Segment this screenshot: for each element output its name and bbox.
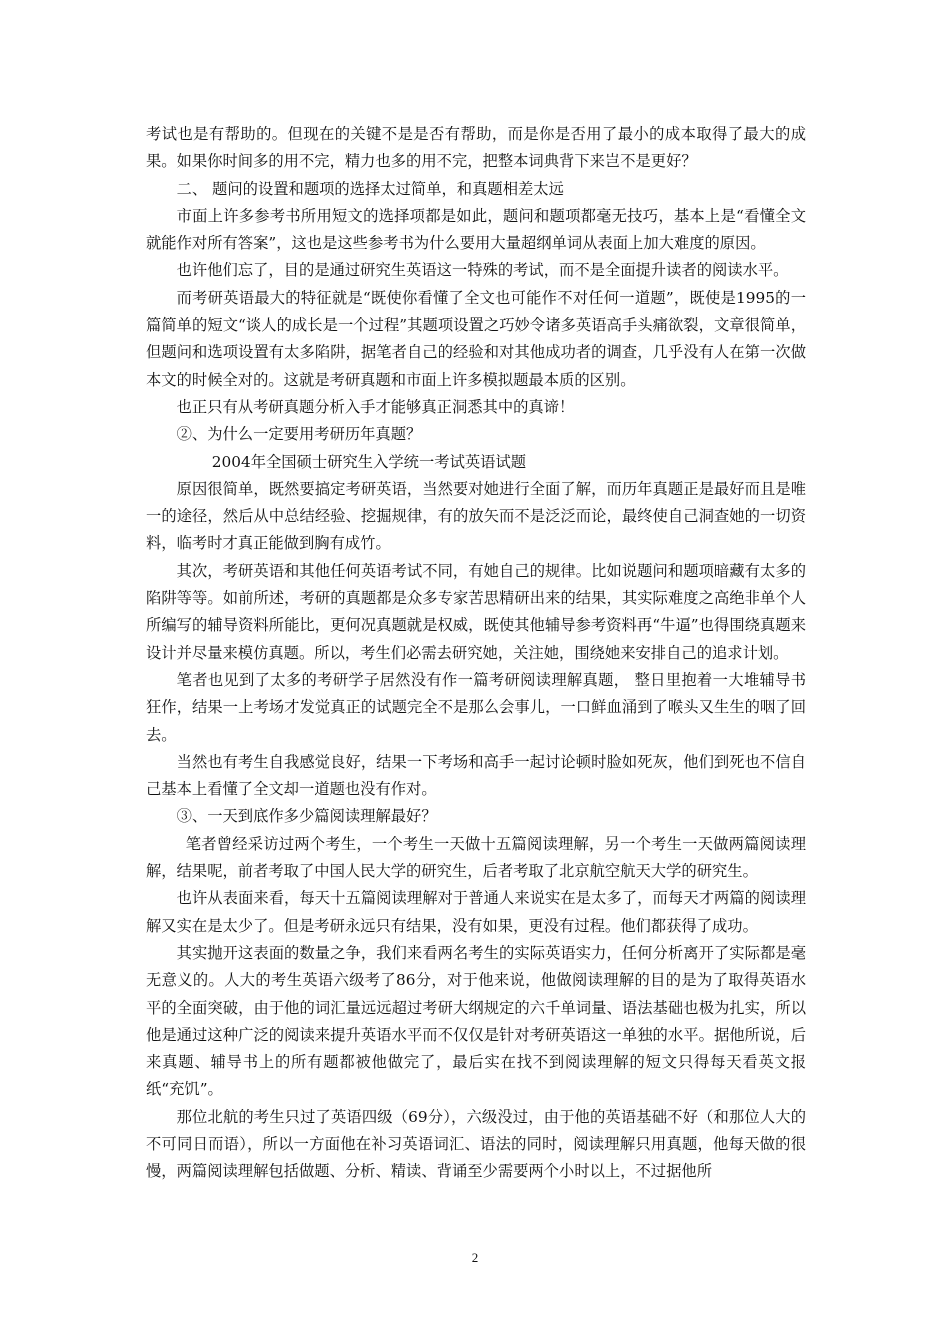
question-heading-2: ②、为什么一定要用考研历年真题？ bbox=[176, 425, 422, 444]
paragraph: 也许从表面来看，每天十五篇阅读理解对于普通人来说实在是太多了，而每天才两篇的阅读理解又实在是太少了。但是考研永远只有结果，没有如果，更没有过程。他们都获得了成功。 bbox=[146, 889, 806, 935]
paragraph: 原因很简单，既然要搞定考研英语，当然要对她进行全面了解，而历年真题正是最好而且是唯一的途径，然后从中总结经验、挖掘规律，有的放矢而不是泛泛而论，最终使自己洞查她的一切资料，临考时才真正能做到胸有成竹。 bbox=[146, 479, 806, 553]
page-number: 2 bbox=[471, 1250, 479, 1265]
paragraph: 其实抛开这表面的数量之争，我们来看两名考生的实际英语实力，任何分析离开了实际都是毫无意义的。人大的考生英语六级考了86分，对于他来说，他做阅读理解的目的是为了取得英语水平的全面突破，由于他的词汇量远远超过考研大纲规定的六千单词量、语法基础也极为扎实，所以他是通过这种广泛的阅读来提升英语水平而不仅仅是针对考研英语这一单独的水平。据他所说，后来真题、辅导书上的所有题都被他做完了，最后实在找不到阅读理解的短文只得每天看英文报纸“充饥”。 bbox=[146, 943, 806, 1099]
section-heading-2: 二、 题问的设置和题项的选择太过简单，和真题相差太远 bbox=[176, 179, 564, 198]
paragraph: 也正只有从考研真题分析入手才能够真正洞悉其中的真谛！ bbox=[176, 397, 575, 416]
paragraph: 其次，考研英语和其他任何英语考试不同，有她自己的规律。比如说题问和题项暗藏有太多的陷阱等等。如前所述，考研的真题都是众多专家苦思精研出来的结果，其实际难度之高绝非单个人所编写的辅导资料所能比，更何况真题就是权威，既使其他辅导参考资料再“牛逼”也得围绕真题来设计并尽量来模仿真题。所以，考生们必需去研究她，关注她，围绕她来安排自己的追求计划。 bbox=[146, 561, 806, 662]
paragraph: 市面上许多参考书所用短文的选择项都是如此，题问和题项都毫无技巧，基本上是“看懂全文就能作对所有答案”，这也是这些参考书为什么要用大量超纲单词从表面上加大难度的原因。 bbox=[146, 206, 806, 253]
question-heading-3: ③、一天到底作多少篇阅读理解最好？ bbox=[176, 807, 437, 826]
paragraph: 笔者曾经采访过两个考生，一个考生一天做十五篇阅读理解，另一个考生一天做两篇阅读理解，结果呢，前者考取了中国人民大学的研究生，后者考取了北京航空航天大学的研究生。 bbox=[146, 834, 806, 881]
paragraph: 笔者也见到了太多的考研学子居然没有作一篇考研阅读理解真题， 整日里抱着一大堆辅导书狂作，结果一上考场才发觉真正的试题完全不是那么会事儿，一口鲜血涌到了喉头又生生的咽了回去。 bbox=[146, 670, 806, 744]
paragraph: 而考研英语最大的特征就是“既使你看懂了全文也可能作不对任何一道题”，既使是1995的一篇简单的短文“谈人的成长是一个过程”其题项设置之巧妙令诸多英语高手头痛欲裂，文章很简单，但题问和选项设置有太多陷阱，据笔者自己的经验和对其他成功者的调查，几乎没有人在第一次做本文的时候全对的。这就是考研真题和市面上许多模拟题最本质的区别。 bbox=[146, 288, 806, 389]
paragraph: 当然也有考生自我感觉良好，结果一下考场和高手一起讨论顿时脸如死灰，他们到死也不信自己基本上看懂了全文却一道题也没有作对。 bbox=[146, 752, 806, 799]
document-body bbox=[146, 121, 806, 1186]
exam-title-line: 2004年全国硕士研究生入学统一考试英语试题 bbox=[211, 452, 527, 471]
paragraph: 那位北航的考生只过了英语四级（69分），六级没过，由于他的英语基础不好（和那位人大的不可同日而语），所以一方面他在补习英语词汇、语法的同时，阅读理解只用真题，他每天做的很慢，两篇阅读理解包括做题、分析、精读、背诵至少需要两个小时以上，不过据他所 bbox=[146, 1107, 806, 1181]
paragraph: 也许他们忘了，目的是通过研究生英语这一特殊的考试，而不是全面提升读者的阅读水平。 bbox=[176, 261, 789, 280]
paragraph-continued: 考试也是有帮助的。但现在的关键不是是否有帮助，而是你是否用了最小的成本取得了最大的成果。如果你时间多的用不完，精力也多的用不完，把整本词典背下来岂不是更好？ bbox=[146, 125, 806, 171]
